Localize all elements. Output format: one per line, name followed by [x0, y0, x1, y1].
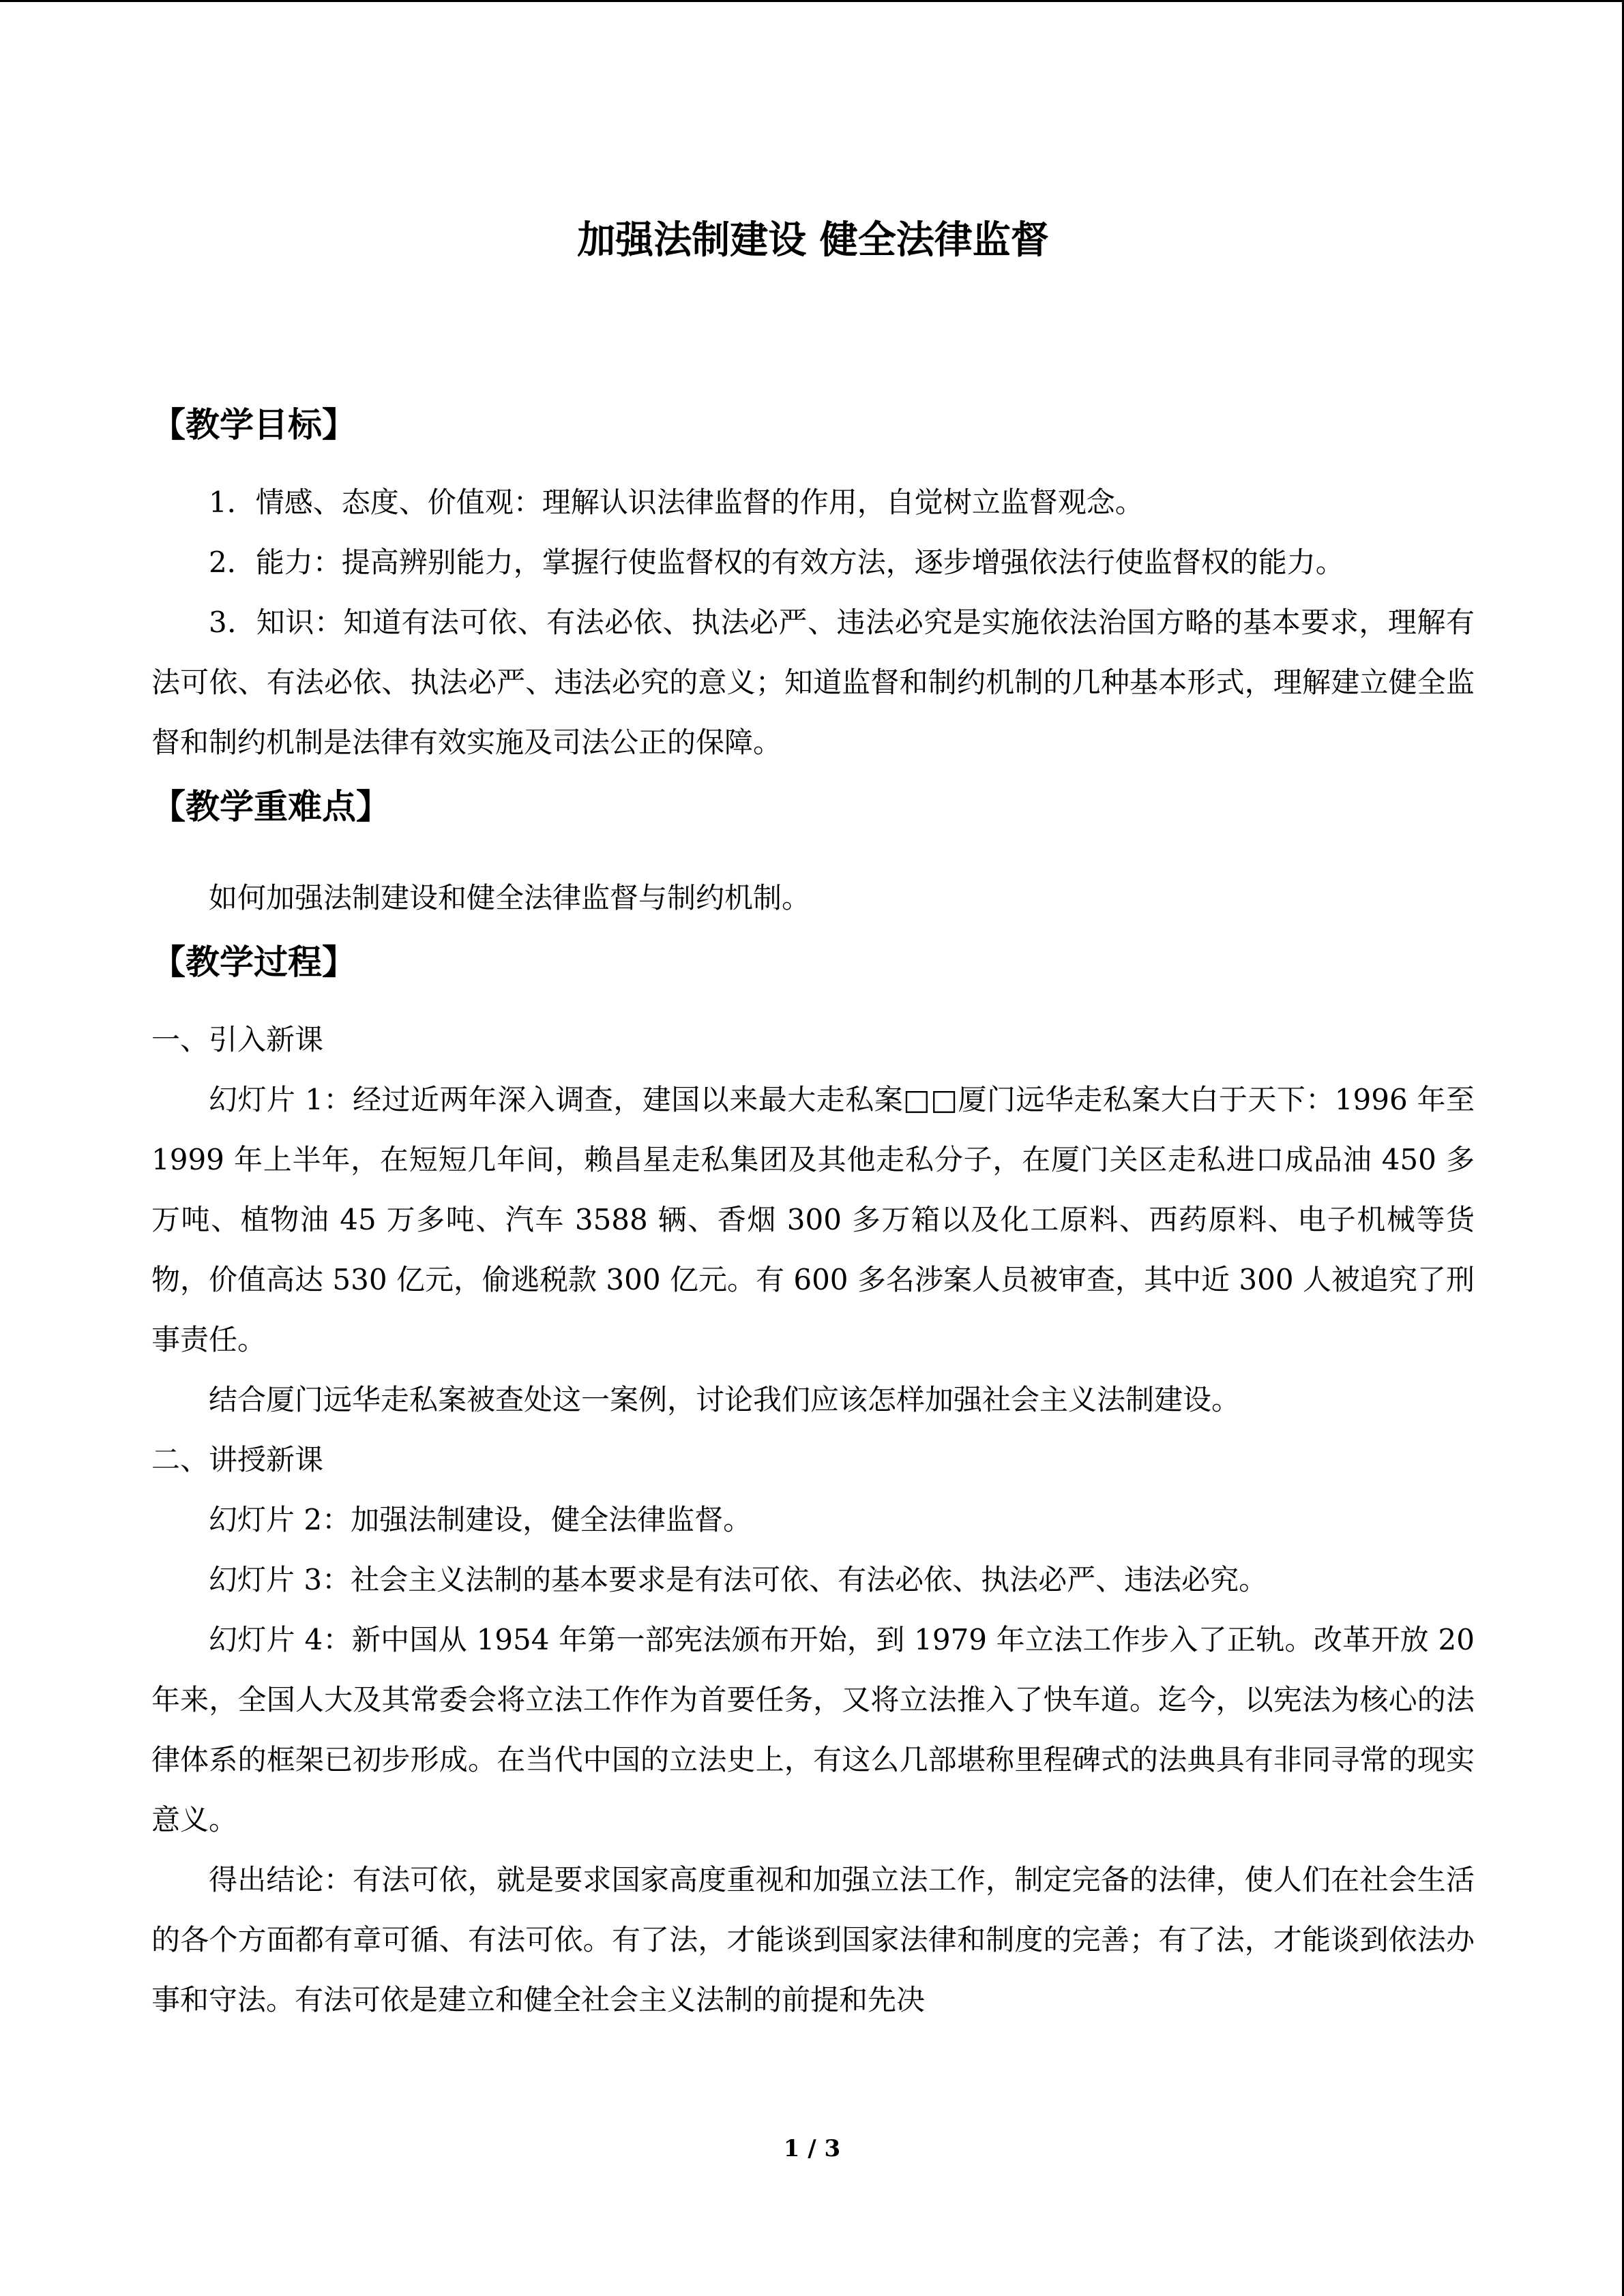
objectives-heading: 【教学目标】	[151, 405, 356, 445]
objective-item-2: 2．能力：提高辨别能力，掌握行使监督权的有效方法，逐步增强依法行使监督权的能力。	[209, 546, 1344, 579]
part1-title: 一、引入新课	[151, 1023, 324, 1056]
document-title: 加强法制建设 健全法律监督	[577, 218, 1049, 263]
objective-item-3: 3．知识：知道有法可依、有法必依、执法必严、违法必究是实施依法治国方略的基本要求，理解有法可依、有法必依、执法必严、违法必究的意义；知道监督和制约机制的几种基本形式，理解建立健全监督和制约机制是法律有效实施及司法公正的保障。	[151, 606, 1475, 759]
page-number: 1 / 3	[783, 2135, 841, 2162]
conclusion-text: 得出结论：有法可依，就是要求国家高度重视和加强立法工作，制定完备的法律，使人们在社会生活的各个方面都有章可循、有法可依。有了法，才能谈到国家法律和制度的完善；有了法，才能谈到依法办事和守法。有法可依是建立和健全社会主义法制的前提和先决	[151, 1863, 1475, 2016]
slide2-text: 幻灯片 2：加强法制建设，健全法律监督。	[209, 1503, 752, 1536]
slide1-text: 幻灯片 1：经过近两年深入调查，建国以来最大走私案□□厦门远华走私案大白于天下：1996 年至 1999 年上半年，在短短几年间，赖昌星走私集团及其他走私分子，在厦门关区走私进口成品油 450 多万吨、植物油 45 万多吨、汽车 3588 辆、香烟 300 多万箱以及化工原料、西药原料、电子机械等货物，价值高达 530 亿元，偷逃税款 300 亿元。有 600 多名涉案人员被审查，其中近 300 人被追究了刑事责任。	[151, 1083, 1475, 1356]
document-body	[151, 200, 1475, 2030]
process-heading: 【教学过程】	[151, 942, 356, 982]
difficulties-heading: 【教学重难点】	[151, 787, 390, 826]
difficulties-text: 如何加强法制建设和健全法律监督与制约机制。	[209, 881, 811, 914]
part2-title: 二、讲授新课	[151, 1443, 324, 1476]
slide4-text: 幻灯片 4：新中国从 1954 年第一部宪法颁布开始，到 1979 年立法工作步入了正轨。改革开放 20 年来，全国人大及其常委会将立法工作作为首要任务，又将立法推入了快车道。迄今，以宪法为核心的法律体系的框架已初步形成。在当代中国的立法史上，有这么几部堪称里程碑式的法典具有非同寻常的现实意义。	[151, 1623, 1475, 1836]
slide3-text: 幻灯片 3：社会主义法制的基本要求是有法可依、有法必依、执法必严、违法必究。	[209, 1563, 1268, 1596]
objective-item-1: 1．情感、态度、价值观：理解认识法律监督的作用，自觉树立监督观念。	[209, 486, 1144, 519]
discussion-text: 结合厦门远华走私案被查处这一案例，讨论我们应该怎样加强社会主义法制建设。	[209, 1383, 1241, 1416]
